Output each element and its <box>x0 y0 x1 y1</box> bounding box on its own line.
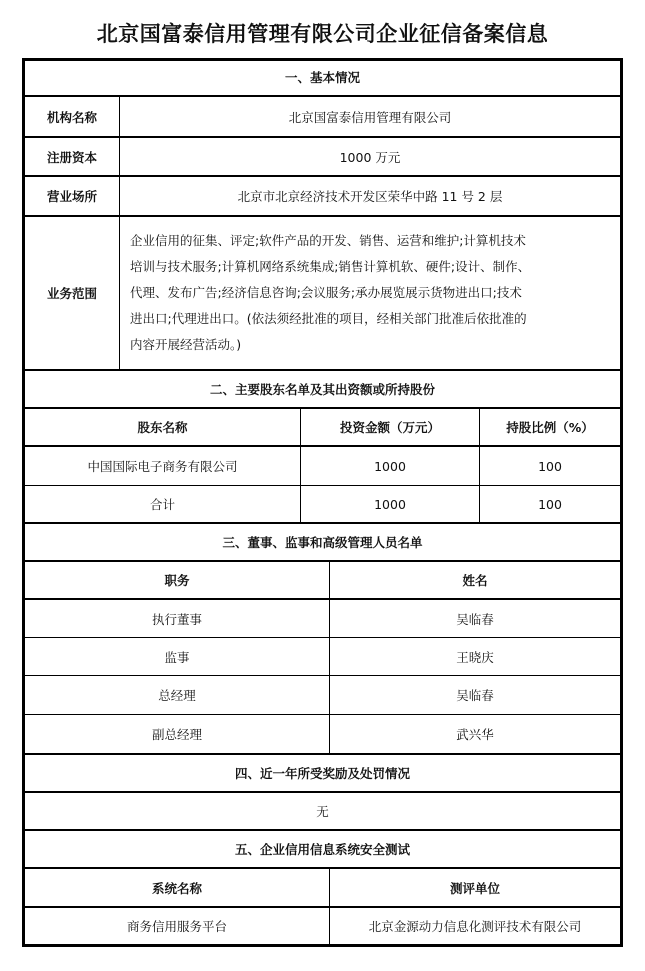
scope-line: 培训与技术服务;计算机网络系统集成;销售计算机软、硬件;设计、制作、 <box>130 259 531 274</box>
value-registered-capital: 1000 万元 <box>339 149 401 165</box>
label-org-name: 机构名称 <box>46 109 97 125</box>
position-cell: 执行董事 <box>151 611 202 627</box>
document-title: 北京国富泰信用管理有限公司企业征信备案信息 <box>96 22 549 46</box>
section-heading-security-test: 五、企业信用信息系统安全测试 <box>234 842 410 857</box>
person-name-cell: 吴临春 <box>456 611 494 627</box>
person-name-cell: 吴临春 <box>456 688 494 703</box>
shareholder-ratio: 100 <box>538 458 562 474</box>
position-cell: 监事 <box>164 649 190 665</box>
header-system-name: 系统名称 <box>151 880 202 896</box>
position-cell: 副总经理 <box>151 727 202 742</box>
position-cell: 总经理 <box>158 688 196 703</box>
header-evaluation-unit: 测评单位 <box>449 880 500 896</box>
label-registered-capital: 注册资本 <box>46 149 97 165</box>
rewards-penalties-value: 无 <box>316 804 329 819</box>
person-name-cell: 武兴华 <box>456 727 494 742</box>
section-heading-rewards-penalties: 四、近一年所受奖励及处罚情况 <box>234 766 410 781</box>
value-business-scope <box>120 217 620 369</box>
total-label: 合计 <box>149 497 175 512</box>
value-org-name: 北京国富泰信用管理有限公司 <box>288 109 452 125</box>
label-business-address: 营业场所 <box>46 189 97 204</box>
section-heading-shareholders: 二、主要股东名单及其出资额或所持股份 <box>209 382 435 397</box>
shareholder-name: 中国国际电子商务有限公司 <box>87 459 238 474</box>
scope-line: 代理、发布广告;经济信息咨询;会议服务;承办展览展示货物进出口;技术 <box>130 285 522 300</box>
total-amount: 1000 <box>374 496 406 512</box>
total-ratio: 100 <box>538 496 562 512</box>
system-name-cell: 商务信用服务平台 <box>126 919 227 934</box>
header-name: 姓名 <box>462 573 488 588</box>
label-business-scope: 业务范围 <box>46 286 97 301</box>
scope-line: 内容开展经营活动。) <box>130 337 242 352</box>
section-heading-management: 三、董事、监事和高级管理人员名单 <box>222 535 423 550</box>
header-share-ratio: 持股比例（%） <box>506 420 594 435</box>
scope-line: 企业信用的征集、评定;软件产品的开发、销售、运营和维护;计算机技术 <box>130 233 526 248</box>
header-shareholder-name: 股东名称 <box>137 420 188 435</box>
scope-line: 进出口;代理进出口。(依法须经批准的项目，经相关部门批准后依批准的 <box>130 311 527 326</box>
person-name-cell: 王晓庆 <box>456 649 494 665</box>
value-business-address: 北京市北京经济技术开发区荣华中路 11 号 2 层 <box>237 189 503 204</box>
header-investment-amount: 投资金额（万元） <box>339 420 440 435</box>
shareholder-amount: 1000 <box>374 458 406 474</box>
header-position: 职务 <box>164 573 190 588</box>
evaluation-unit-cell: 北京金源动力信息化测评技术有限公司 <box>368 919 582 934</box>
section-heading-basic: 一、基本情况 <box>284 70 360 85</box>
